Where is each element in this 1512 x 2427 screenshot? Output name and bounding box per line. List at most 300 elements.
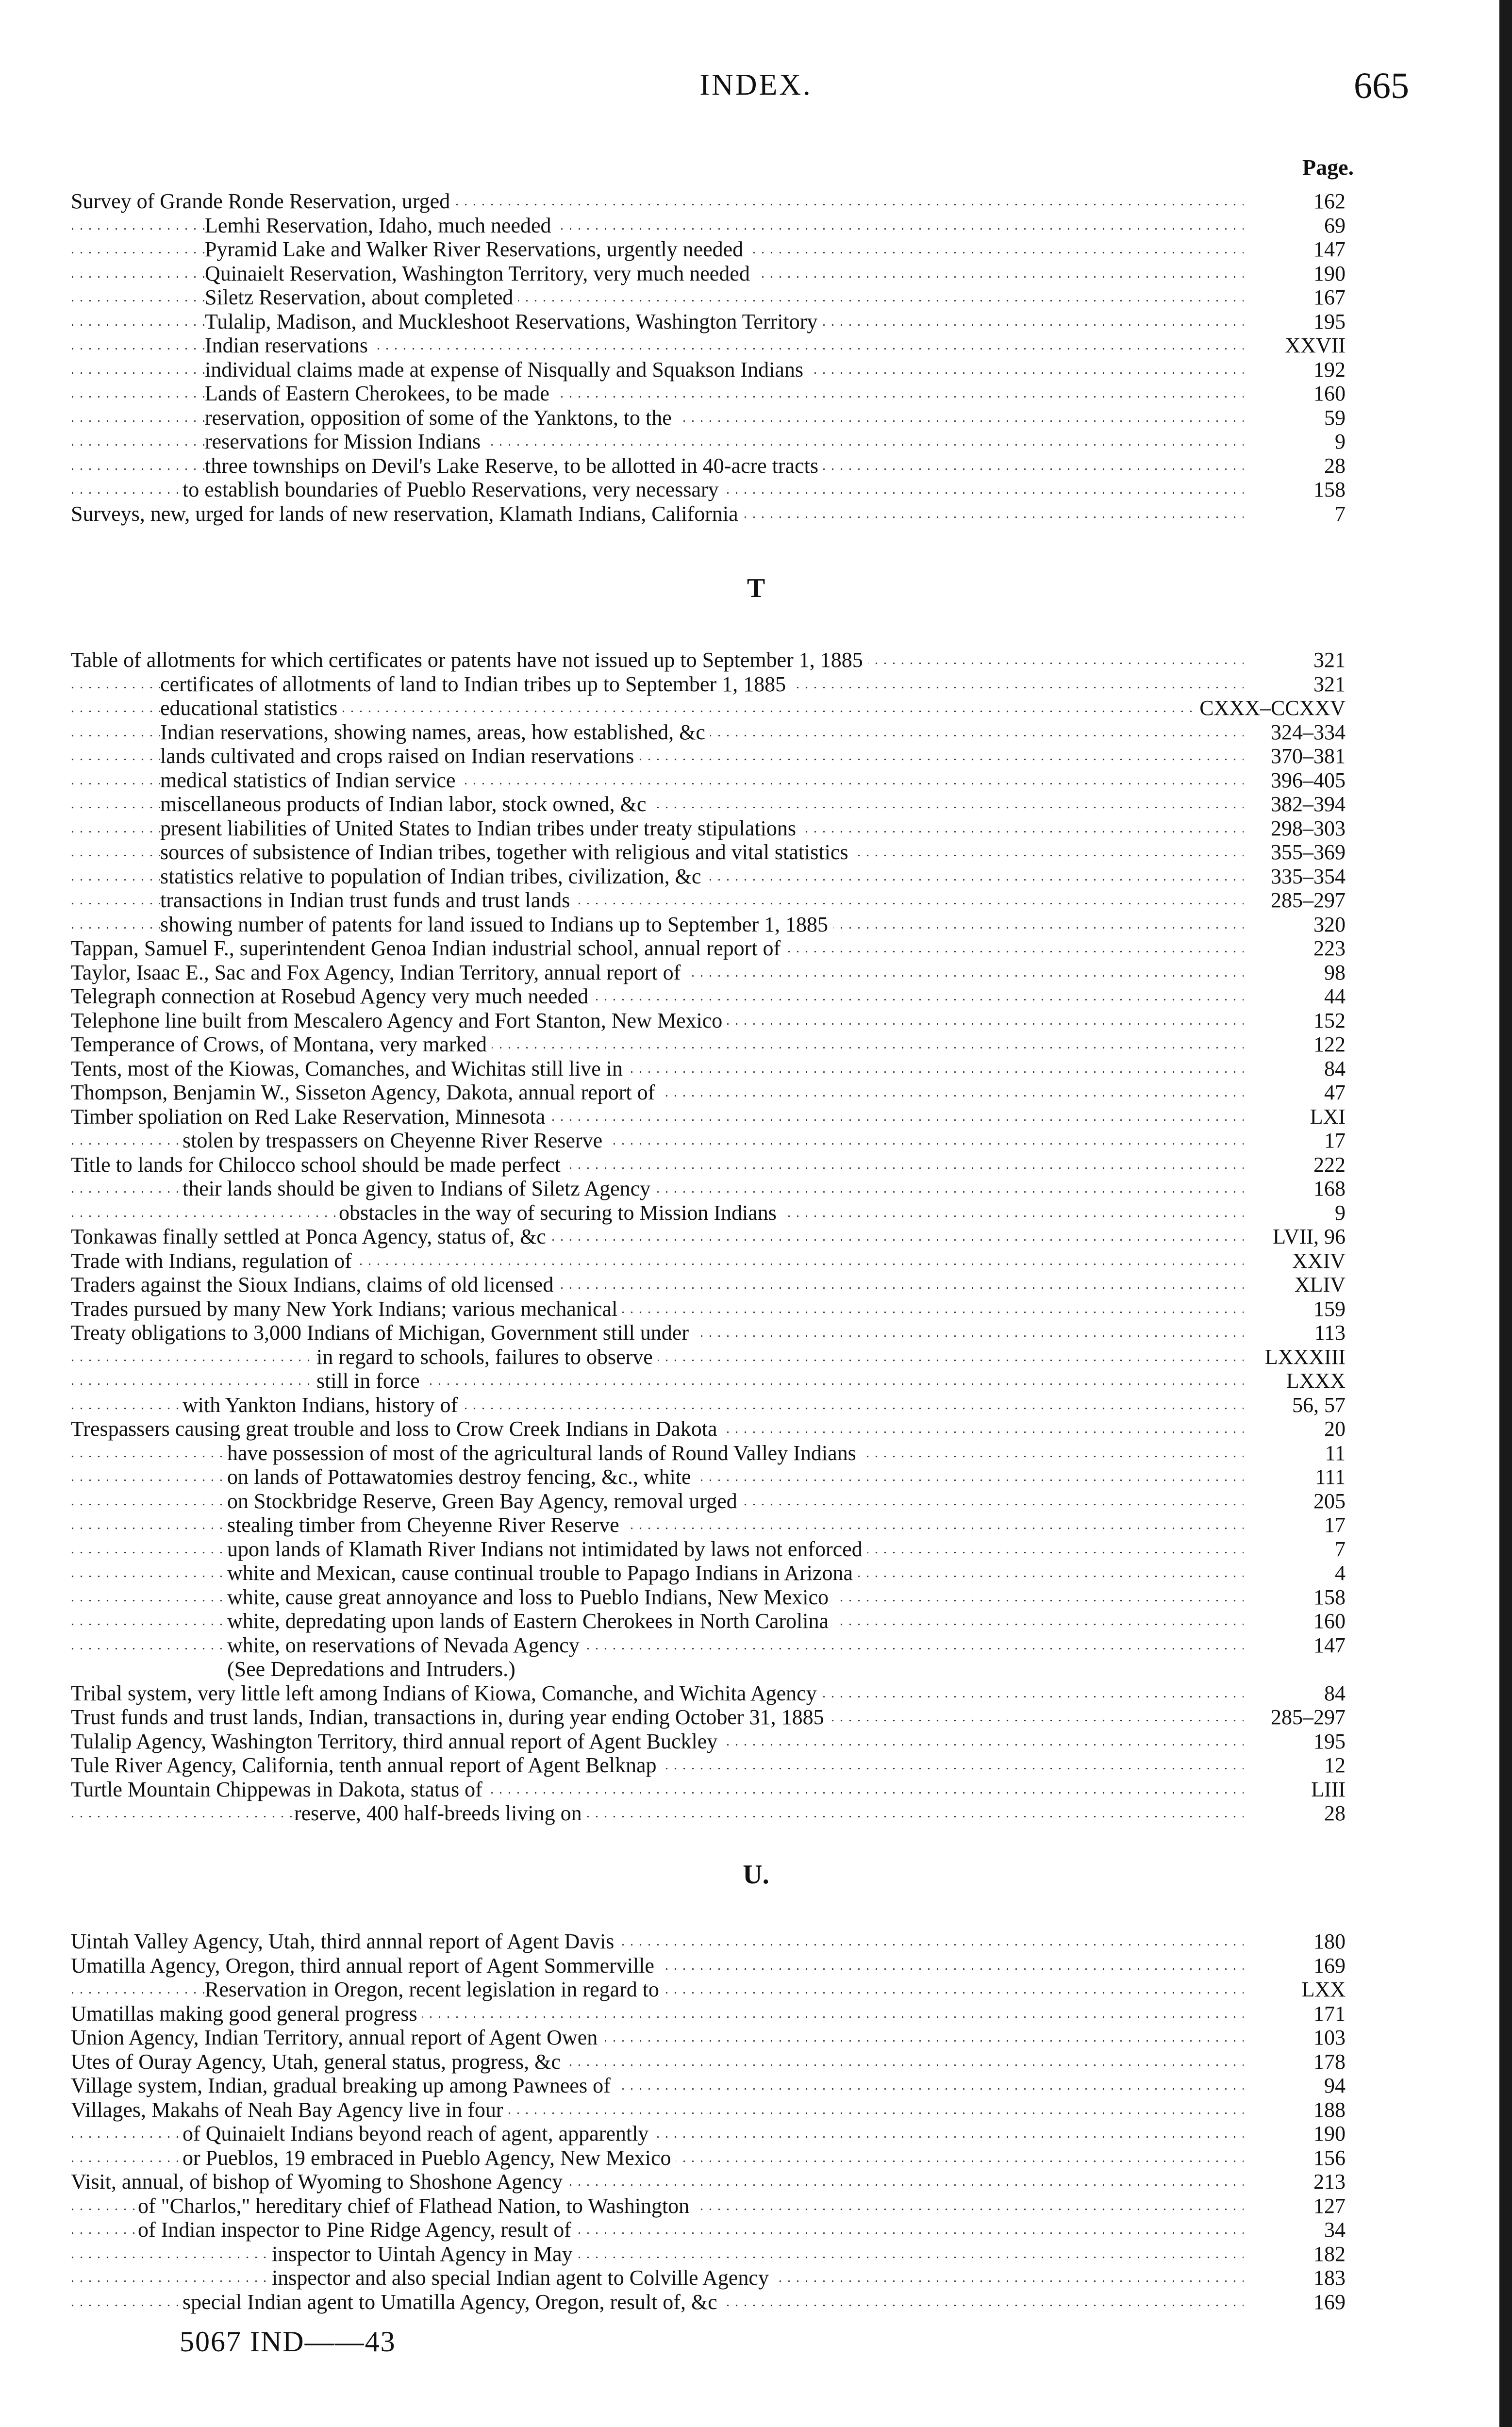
entry-label: Tulalip, Madison, and Muckleshoot Reservations, Washington Territory <box>205 310 822 333</box>
page-reference: 28 <box>1321 1801 1346 1825</box>
entry-label: white, cause great annoyance and loss to Pueblo Indians, New Mexico <box>227 1585 833 1609</box>
page-reference: 190 <box>1311 262 1346 285</box>
entry-label: inspector to Uintah Agency in May <box>272 2242 578 2266</box>
index-entry <box>71 2122 1355 2146</box>
page-reference <box>1343 1657 1346 1681</box>
page-reference: 195 <box>1311 1729 1346 1753</box>
index-entry <box>71 2194 1355 2218</box>
page-reference: 205 <box>1311 1489 1346 1513</box>
entry-page-ref <box>1074 1609 1346 1633</box>
entry-text <box>71 1393 1244 1417</box>
entry-page-ref <box>1074 2050 1346 2074</box>
page-reference: 69 <box>1321 214 1346 237</box>
entry-text <box>71 1929 1244 1954</box>
entry-page-ref <box>1074 1153 1346 1177</box>
page-reference: 168 <box>1311 1177 1346 1200</box>
index-entry <box>71 454 1355 478</box>
entry-label: on Stockbridge Reserve, Green Bay Agency, removal urged <box>227 1489 742 1513</box>
page-reference: 17 <box>1321 1129 1346 1152</box>
entry-label: Telephone line built from Mescalero Agency and Fort Stanton, New Mexico <box>71 1009 727 1032</box>
entry-page-ref <box>1074 744 1346 768</box>
entry-page-ref <box>1074 768 1346 793</box>
entry-label: white, on reservations of Nevada Agency <box>227 1633 584 1657</box>
entry-label: Siletz Reservation, about completed <box>205 285 518 309</box>
entry-label: Table of allotments for which certificates or patents have not issued up to September 1, 1885 <box>71 648 868 672</box>
page-reference: 111 <box>1312 1465 1346 1489</box>
page-reference: CXXX–CCXXV <box>1196 696 1346 720</box>
entry-page-ref <box>1074 961 1346 985</box>
entry-text <box>71 2026 1244 2050</box>
section-s-entries <box>71 189 1355 526</box>
entry-page-ref <box>1074 2194 1346 2218</box>
entry-label: upon lands of Klamath River Indians not intimidated by laws not enforced <box>227 1537 867 1561</box>
page-reference: 171 <box>1311 2002 1346 2026</box>
entry-label: or Pueblos, 19 embraced in Pueblo Agency, New Mexico <box>183 2146 676 2170</box>
page-reference: 180 <box>1311 1929 1346 1953</box>
entry-page-ref <box>1074 262 1346 286</box>
page-reference: XXIV <box>1289 1249 1346 1273</box>
entry-page-ref <box>1074 984 1346 1009</box>
index-entry <box>71 1009 1355 1033</box>
index-entry <box>71 2026 1355 2050</box>
entry-page-ref <box>1074 1129 1346 1153</box>
page-reference: 182 <box>1311 2242 1346 2266</box>
index-entry <box>71 1441 1355 1465</box>
index-entry <box>71 1489 1355 1513</box>
entry-text <box>71 816 1244 841</box>
entry-text <box>71 768 1244 793</box>
index-entry <box>71 214 1355 238</box>
page-reference: 188 <box>1311 2098 1346 2122</box>
entry-text <box>71 2218 1244 2242</box>
index-entry <box>71 1032 1355 1057</box>
entry-page-ref <box>1074 478 1346 502</box>
entry-text <box>71 1978 1244 2002</box>
index-entry <box>71 696 1355 720</box>
entry-page-ref <box>1074 1513 1346 1537</box>
page-reference: 355–369 <box>1268 840 1346 864</box>
entry-text <box>71 502 1244 526</box>
entry-label: reservation, opposition of some of the Yanktons, to the <box>205 406 677 430</box>
entry-label: Villages, Makahs of Neah Bay Agency live in four <box>71 2098 508 2122</box>
entry-page-ref <box>1074 189 1346 214</box>
entry-text <box>71 1321 1244 1345</box>
entry-text <box>71 2242 1244 2266</box>
index-entry <box>71 648 1355 672</box>
entry-text <box>71 358 1244 382</box>
entry-text <box>71 382 1244 406</box>
index-entry <box>71 792 1355 816</box>
entry-page-ref <box>1074 1345 1346 1369</box>
index-entry <box>71 2050 1355 2074</box>
entry-page-ref <box>1074 936 1346 961</box>
page-reference: 321 <box>1311 648 1346 672</box>
entry-label: of Indian inspector to Pine Ridge Agency, result of <box>138 2218 576 2242</box>
index-entry <box>71 1657 1355 1681</box>
index-entry <box>71 1929 1355 1954</box>
entry-text <box>71 2266 1244 2290</box>
index-entry <box>71 358 1355 382</box>
page-reference: 147 <box>1311 237 1346 261</box>
index-entry <box>71 961 1355 985</box>
page-reference: 321 <box>1311 672 1346 696</box>
entry-text <box>71 1729 1244 1754</box>
entry-text <box>71 744 1244 768</box>
entry-page-ref <box>1074 1729 1346 1754</box>
entry-label: medical statistics of Indian service <box>160 768 460 792</box>
entry-text <box>71 333 1244 358</box>
page-reference: 213 <box>1311 2170 1346 2194</box>
entry-page-ref <box>1074 1417 1346 1441</box>
entry-text <box>71 1681 1244 1706</box>
entry-page-ref <box>1074 1225 1346 1249</box>
entry-text <box>71 1369 1244 1393</box>
page-reference: 127 <box>1311 2194 1346 2218</box>
index-entry <box>71 285 1355 310</box>
entry-label: statistics relative to population of Indian tribes, civilization, &c <box>160 864 706 888</box>
entry-label: white and Mexican, cause continual trouble to Papago Indians in Arizona <box>227 1561 858 1585</box>
entry-page-ref <box>1074 237 1346 262</box>
entry-label: certificates of allotments of land to Indian tribes up to September 1, 1885 <box>160 672 791 696</box>
page-reference: 12 <box>1321 1753 1346 1777</box>
page-reference: 59 <box>1321 406 1346 430</box>
page-reference: 56, 57 <box>1289 1393 1346 1417</box>
entry-text <box>71 1954 1244 1978</box>
entry-text <box>71 961 1244 985</box>
entry-label: Survey of Grande Ronde Reservation, urged <box>71 189 455 213</box>
entry-label: Tonkawas finally settled at Ponca Agency, status of, &c <box>71 1225 551 1248</box>
page-reference: 158 <box>1311 478 1346 501</box>
entry-text <box>71 1177 1244 1201</box>
entry-page-ref <box>1074 310 1346 334</box>
page-edge <box>1499 0 1512 2427</box>
entry-text <box>71 406 1244 430</box>
entry-page-ref <box>1074 1105 1346 1129</box>
index-entry <box>71 2266 1355 2290</box>
entry-page-ref <box>1074 1081 1346 1105</box>
entry-text <box>71 1489 1244 1513</box>
page-reference: 28 <box>1321 454 1346 478</box>
index-entry <box>71 1954 1355 1978</box>
entry-text <box>71 2002 1244 2026</box>
entry-label: Reservation in Oregon, recent legislation in regard to <box>205 1978 664 2001</box>
page-reference: 98 <box>1321 961 1346 984</box>
index-entry <box>71 1225 1355 1249</box>
entry-text <box>71 840 1244 864</box>
index-entry <box>71 1609 1355 1633</box>
entry-label: with Yankton Indians, history of <box>183 1393 463 1417</box>
index-entry <box>71 189 1355 214</box>
entry-label: Union Agency, Indian Territory, annual report of Agent Owen <box>71 2026 602 2049</box>
index-entry <box>71 936 1355 961</box>
page-reference: 147 <box>1311 1633 1346 1657</box>
page-reference: 158 <box>1311 1585 1346 1609</box>
entry-text <box>71 1657 1244 1681</box>
page-column-label: Page. <box>1302 155 1354 180</box>
entry-label: stealing timber from Cheyenne River Reserve <box>227 1513 624 1537</box>
entry-text <box>71 792 1244 816</box>
entry-label: Thompson, Benjamin W., Sisseton Agency, Dakota, annual report of <box>71 1081 660 1104</box>
index-entry <box>71 1778 1355 1802</box>
index-entry <box>71 816 1355 841</box>
page-reference: 47 <box>1321 1081 1346 1104</box>
page-reference: 298–303 <box>1268 816 1346 840</box>
page-reference: 178 <box>1311 2050 1346 2074</box>
entry-label: have possession of most of the agricultural lands of Round Valley Indians <box>227 1441 861 1465</box>
index-entry <box>71 502 1355 526</box>
entry-text <box>71 864 1244 889</box>
entry-page-ref <box>1074 1753 1346 1778</box>
index-entry <box>71 2002 1355 2026</box>
index-entry <box>71 1801 1355 1826</box>
entry-page-ref <box>1074 333 1346 358</box>
entry-label: Utes of Ouray Agency, Utah, general status, progress, &c <box>71 2050 565 2074</box>
entry-page-ref <box>1074 2026 1346 2050</box>
entry-page-ref <box>1074 1585 1346 1610</box>
page-reference: 103 <box>1311 2026 1346 2049</box>
page-reference: 11 <box>1322 1441 1346 1465</box>
section-t-entries <box>71 648 1355 1826</box>
entry-page-ref <box>1074 1537 1346 1562</box>
entry-page-ref <box>1074 502 1346 526</box>
entry-page-ref <box>1074 406 1346 430</box>
entry-label: sources of subsistence of Indian tribes, together with religious and vital statistics <box>160 840 853 864</box>
index-entry <box>71 888 1355 913</box>
index-entry <box>71 1081 1355 1105</box>
entry-page-ref <box>1074 2266 1346 2290</box>
entry-text <box>71 888 1244 913</box>
entry-label: special Indian agent to Umatilla Agency, Oregon, result of, &c <box>183 2290 722 2314</box>
entry-page-ref <box>1074 2146 1346 2170</box>
index-entry <box>71 1393 1355 1417</box>
page-reference: 382–394 <box>1268 792 1346 816</box>
index-entry <box>71 768 1355 793</box>
page-reference: 183 <box>1311 2266 1346 2290</box>
page-reference: 335–354 <box>1268 864 1346 888</box>
page-reference: 396–405 <box>1268 768 1346 792</box>
entry-page-ref <box>1074 1978 1346 2002</box>
entry-text <box>71 672 1244 697</box>
entry-page-ref <box>1074 1489 1346 1513</box>
entry-text <box>71 1417 1244 1441</box>
entry-page-ref <box>1074 888 1346 913</box>
entry-text <box>71 214 1244 238</box>
entry-text <box>71 1009 1244 1033</box>
entry-label: (See Depredations and Intruders.) <box>227 1657 520 1681</box>
page-number: 665 <box>1354 66 1409 106</box>
page-reference: 9 <box>1332 1201 1346 1225</box>
entry-page-ref <box>1074 1321 1346 1345</box>
page-reference: LXXXIII <box>1262 1345 1346 1369</box>
page-reference: 9 <box>1332 430 1346 453</box>
entry-page-ref <box>1074 1369 1346 1393</box>
entry-label: Visit, annual, of bishop of Wyoming to Shoshone Agency <box>71 2170 567 2194</box>
entry-page-ref <box>1074 1561 1346 1585</box>
page-reference: LIII <box>1308 1778 1346 1801</box>
index-entry <box>71 382 1355 406</box>
entry-label: Lands of Eastern Cherokees, to be made <box>205 382 554 405</box>
entry-label: Lemhi Reservation, Idaho, much needed <box>205 214 556 237</box>
page-reference: 152 <box>1311 1009 1346 1032</box>
index-entry <box>71 1129 1355 1153</box>
entry-label: stolen by trespassers on Cheyenne River Reserve <box>183 1129 607 1152</box>
entry-label: lands cultivated and crops raised on Indian reservations <box>160 744 639 768</box>
entry-label: reserve, 400 half-breeds living on <box>294 1801 587 1825</box>
page-reference: 285–297 <box>1268 888 1346 912</box>
index-entry <box>71 2290 1355 2314</box>
entry-text <box>71 936 1244 961</box>
index-entry <box>71 1561 1355 1585</box>
page-reference: 324–334 <box>1268 720 1346 744</box>
entry-text <box>71 2122 1244 2146</box>
page-reference: 20 <box>1321 1417 1346 1441</box>
entry-text <box>71 1225 1244 1249</box>
entry-page-ref <box>1074 1032 1346 1057</box>
entry-text <box>71 478 1244 502</box>
entry-text <box>71 1801 1244 1826</box>
entry-label: in regard to schools, failures to observe <box>316 1345 658 1369</box>
entry-page-ref <box>1074 672 1346 697</box>
page-reference: 94 <box>1321 2074 1346 2097</box>
entry-text <box>71 1537 1244 1562</box>
index-entry <box>71 2146 1355 2170</box>
entry-label: of "Charlos," hereditary chief of Flathead Nation, to Washington <box>138 2194 694 2218</box>
letter-heading-u: U. <box>743 1860 769 1890</box>
entry-page-ref <box>1074 1633 1346 1658</box>
page-reference: 192 <box>1311 358 1346 382</box>
index-entry <box>71 1753 1355 1778</box>
index-entry <box>71 1513 1355 1537</box>
entry-text <box>71 1129 1244 1153</box>
entry-label: to establish boundaries of Pueblo Reservations, very necessary <box>183 478 724 501</box>
page-reference: LXX <box>1299 1978 1346 2001</box>
entry-text <box>71 1153 1244 1177</box>
entry-text <box>71 1513 1244 1537</box>
index-entry <box>71 1417 1355 1441</box>
entry-page-ref <box>1074 2170 1346 2194</box>
entry-label: Pyramid Lake and Walker River Reservations, urgently needed <box>205 237 748 261</box>
page-reference: 160 <box>1311 382 1346 405</box>
entry-text <box>71 984 1244 1009</box>
page-reference: 195 <box>1311 310 1346 333</box>
page-reference: 320 <box>1311 913 1346 936</box>
entry-text <box>71 285 1244 310</box>
entry-text <box>71 1032 1244 1057</box>
entry-text <box>71 1753 1244 1778</box>
index-entry <box>71 744 1355 768</box>
index-entry <box>71 1297 1355 1321</box>
index-entry <box>71 1057 1355 1081</box>
page-reference: 223 <box>1311 936 1346 960</box>
index-entry <box>71 406 1355 430</box>
entry-page-ref <box>1074 358 1346 382</box>
entry-label: their lands should be given to Indians of Siletz Agency <box>183 1177 655 1200</box>
entry-label: Traders against the Sioux Indians, claims of old licensed <box>71 1273 558 1297</box>
entry-label: Trespassers causing great trouble and loss to Crow Creek Indians in Dakota <box>71 1417 722 1441</box>
entry-label: Umatillas making good general progress <box>71 2002 422 2026</box>
page-reference: 156 <box>1311 2146 1346 2170</box>
page-reference: 7 <box>1332 1537 1346 1561</box>
entry-label: individual claims made at expense of Nisqually and Squakson Indians <box>205 358 808 382</box>
entry-page-ref <box>1074 1297 1346 1321</box>
index-entry <box>71 262 1355 286</box>
entry-text <box>71 1778 1244 1802</box>
section-u-entries <box>71 1929 1355 2314</box>
page-reference: 159 <box>1311 1297 1346 1321</box>
entry-label: Temperance of Crows, of Montana, very marked <box>71 1032 492 1056</box>
page-reference: 167 <box>1311 285 1346 309</box>
signature-mark: 5067 IND——43 <box>180 2326 396 2358</box>
entry-label: reservations for Mission Indians <box>205 430 485 453</box>
entry-text <box>71 2050 1244 2074</box>
entry-text <box>71 1057 1244 1081</box>
entry-label: three townships on Devil's Lake Reserve, to be allotted in 40-acre tracts <box>205 454 823 478</box>
entry-text <box>71 1633 1244 1658</box>
entry-label: transactions in Indian trust funds and trust lands <box>160 888 575 912</box>
entry-page-ref <box>1074 1273 1346 1297</box>
page-reference: 370–381 <box>1268 744 1346 768</box>
entry-text <box>71 1561 1244 1585</box>
entry-label: Village system, Indian, gradual breaking up among Pawnees of <box>71 2074 615 2097</box>
entry-page-ref <box>1074 840 1346 864</box>
index-entry <box>71 237 1355 262</box>
entry-page-ref <box>1074 1441 1346 1465</box>
entry-text <box>71 1465 1244 1489</box>
entry-label: miscellaneous products of Indian labor, stock owned, &c <box>160 792 651 816</box>
entry-page-ref <box>1074 1249 1346 1273</box>
index-entry <box>71 430 1355 454</box>
entry-page-ref <box>1074 1681 1346 1706</box>
index-entry <box>71 333 1355 358</box>
entry-text <box>71 430 1244 454</box>
page-reference: 160 <box>1311 1609 1346 1633</box>
page-reference: 7 <box>1332 502 1346 526</box>
page-reference: XXVII <box>1282 333 1346 357</box>
entry-text <box>71 1705 1244 1729</box>
entry-page-ref <box>1074 382 1346 406</box>
page-reference: 162 <box>1311 189 1346 213</box>
entry-page-ref <box>1074 1177 1346 1201</box>
index-entry <box>71 2218 1355 2242</box>
index-entry <box>71 1369 1355 1393</box>
index-entry <box>71 310 1355 334</box>
entry-text <box>71 1105 1244 1129</box>
index-entry <box>71 1201 1355 1225</box>
entry-label: educational statistics <box>160 696 342 720</box>
index-entry <box>71 1681 1355 1706</box>
page-reference: 84 <box>1321 1681 1346 1705</box>
index-entry <box>71 1537 1355 1562</box>
index-entry <box>71 1345 1355 1369</box>
index-entry <box>71 1249 1355 1273</box>
page-reference: 17 <box>1321 1513 1346 1537</box>
entry-page-ref <box>1074 2098 1346 2122</box>
entry-page-ref <box>1074 2002 1346 2026</box>
index-entry <box>71 2074 1355 2098</box>
entry-text <box>71 1249 1244 1273</box>
entry-page-ref <box>1074 1009 1346 1033</box>
entry-label: Tappan, Samuel F., superintendent Genoa Indian industrial school, annual report of <box>71 936 785 960</box>
entry-page-ref <box>1074 816 1346 841</box>
page-reference: 84 <box>1321 1057 1346 1081</box>
index-entry <box>71 2242 1355 2266</box>
entry-page-ref <box>1074 864 1346 889</box>
entry-page-ref <box>1074 1057 1346 1081</box>
entry-page-ref <box>1074 430 1346 454</box>
entry-text <box>71 262 1244 286</box>
entry-label: Uintah Valley Agency, Utah, third annnal report of Agent Davis <box>71 1929 619 1953</box>
entry-label: still in force <box>316 1369 425 1393</box>
